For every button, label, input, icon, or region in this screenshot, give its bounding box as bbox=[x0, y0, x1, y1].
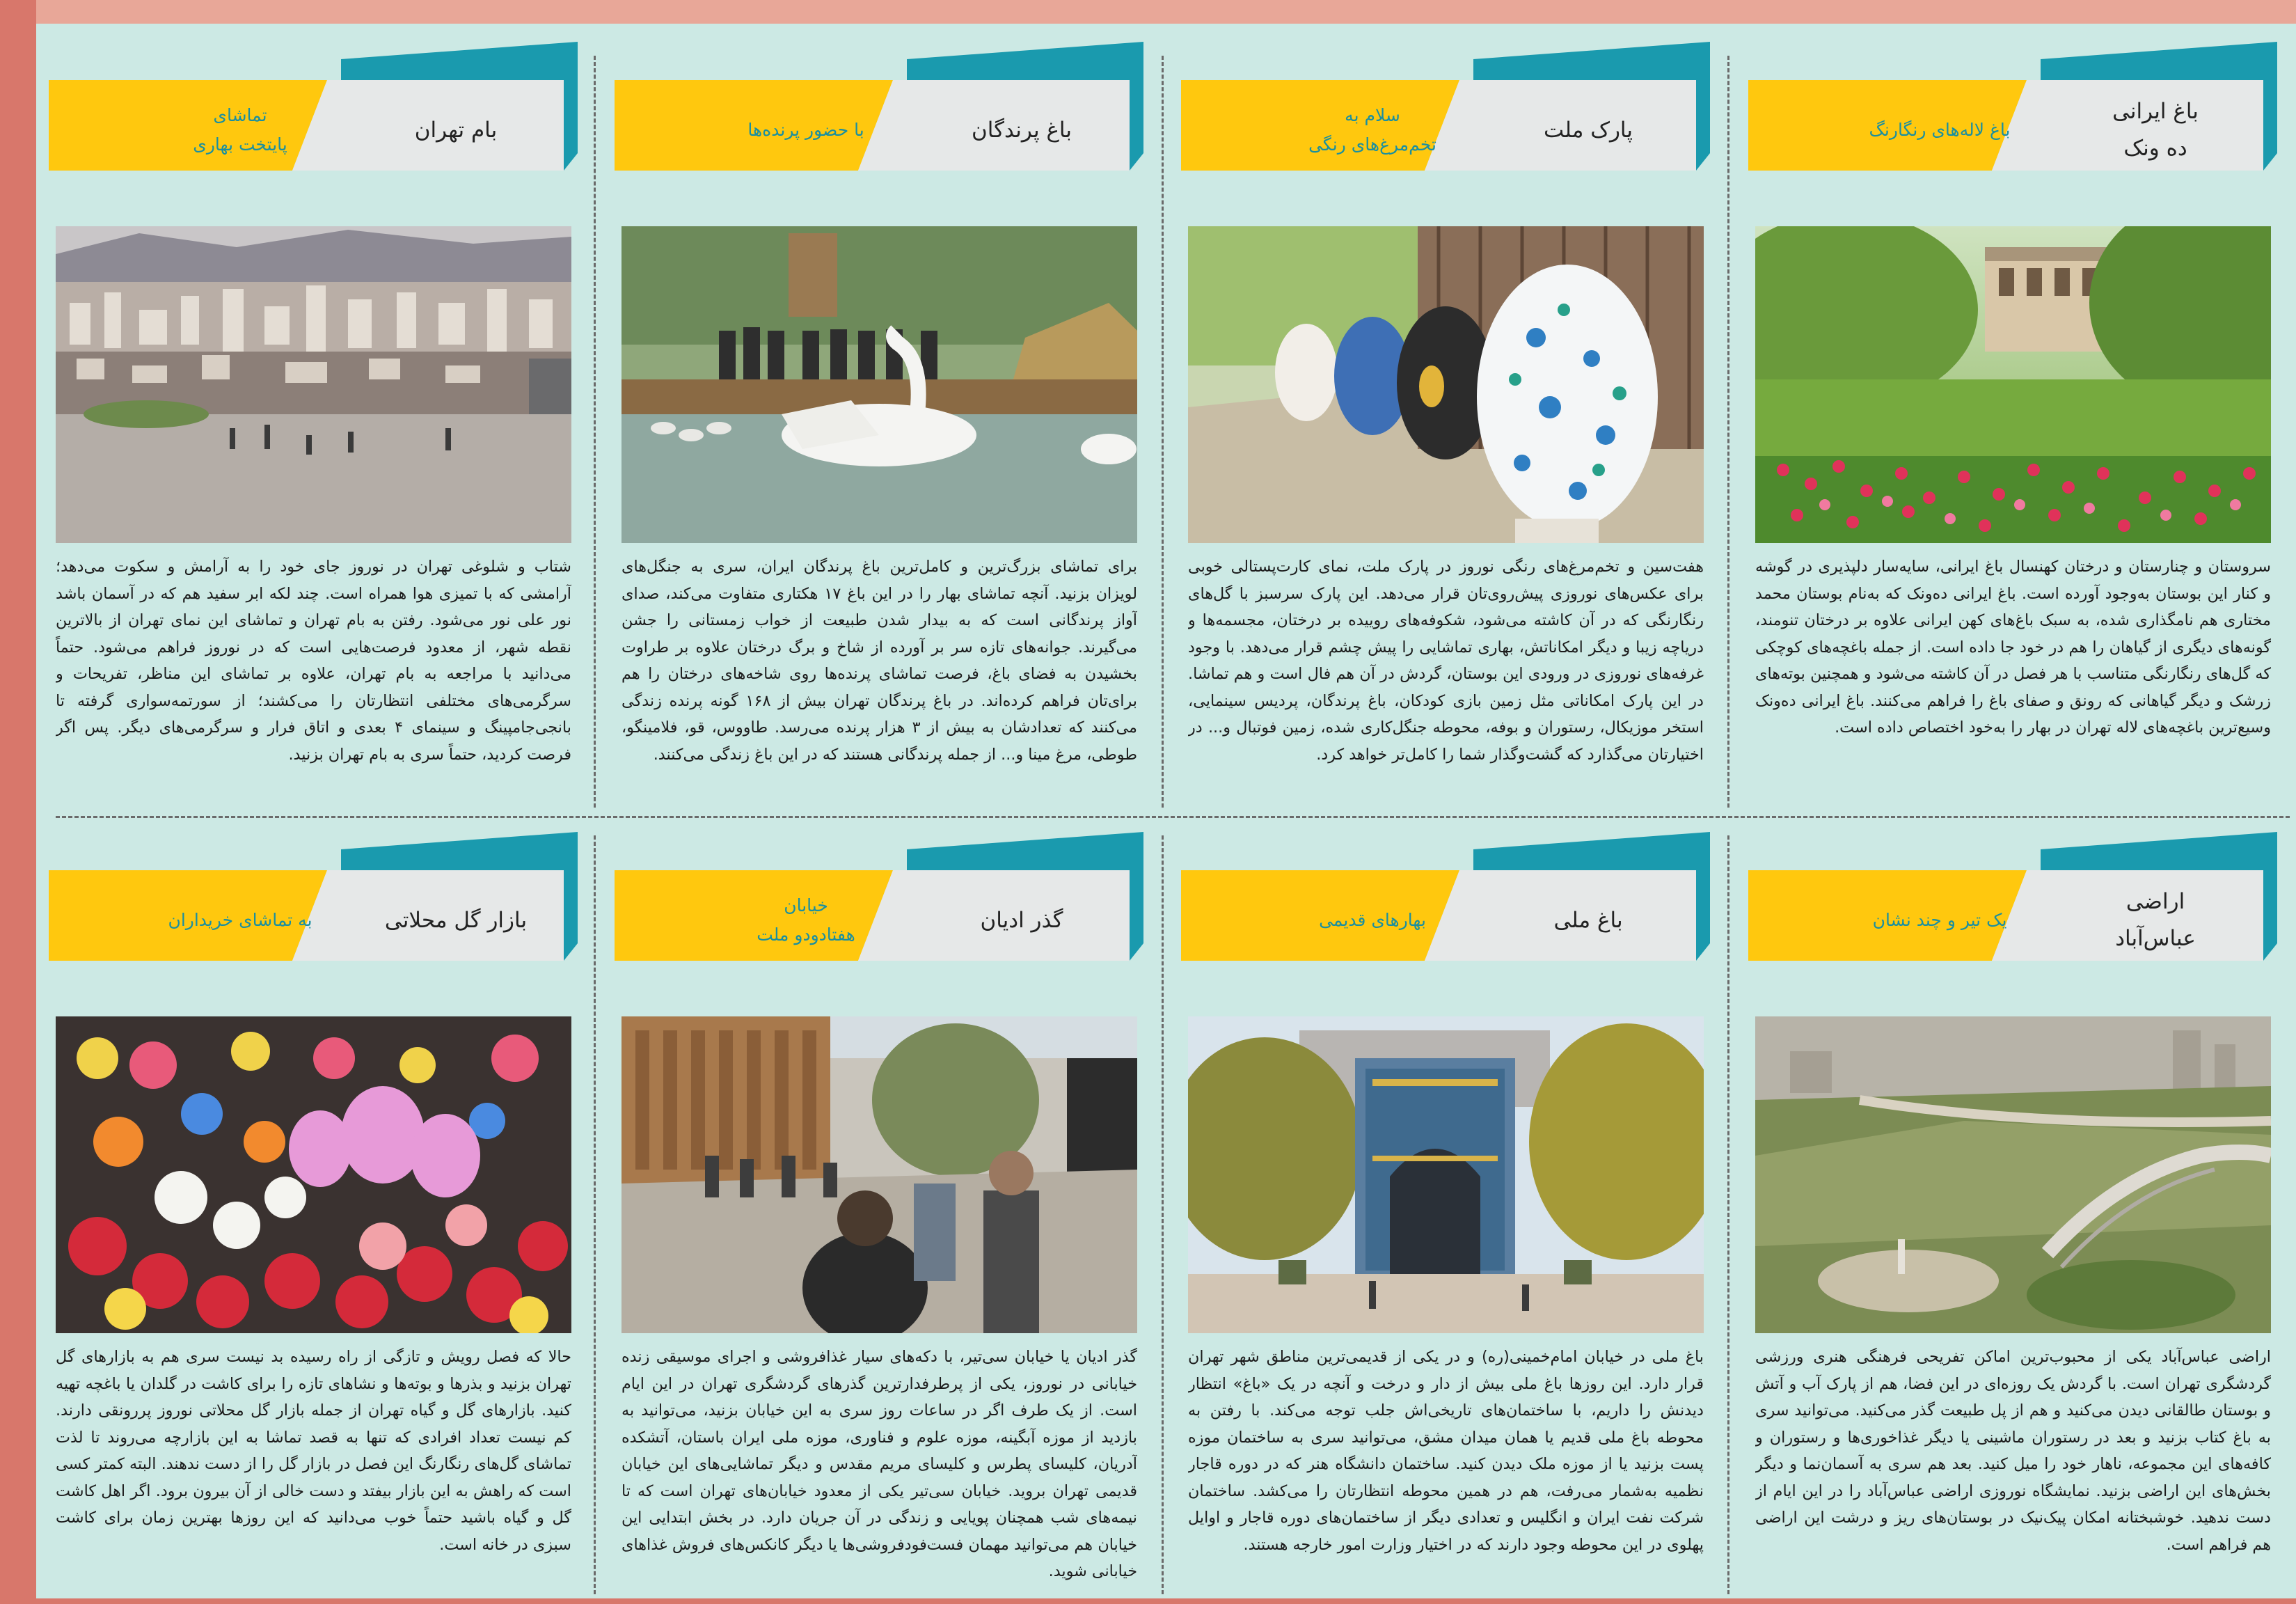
card-header bbox=[1748, 42, 2277, 181]
card-body-text: برای تماشای بزرگ‌ترین و کامل‌ترین باغ پرندگان ایران، سری به جنگل‌های لویزان بزنید. آنچه تماشای بهار را در این باغ ۱۷ هکتاری متفاوت می‌کند، صدای آواز پرندگانی است که به بیدار شدن طبیعت از خواب زمستانی را جشن می‌گیرند. جوانه‌های تازه سر بر آورده از شاخ و برگ درختان علاوه بر طراوت بخشیدن به فضای باغ، فرصت تماشای پرنده‌ها روی شاخه‌های درختان را هم برای‌تان فراهم کرده‌اند. در باغ پرندگان تهران بیش از ۱۶۸ گونه پرنده زندگی می‌کنند که تعدادشان به بیش از ۳ هزار پرنده می‌رسد. طاووس، قو، فلامینگو، طوطی، مرغ مینا و... از جمله پرندگانی هستند که در این باغ زندگی می‌کنند. bbox=[621, 558, 1137, 764]
card-header bbox=[615, 832, 1143, 971]
card-body-text: اراضی عباس‌آباد یکی از محبوب‌ترین اماکن تفریحی فرهنگی هنری ورزشی گردشگری تهران است. با گردش یک روزه‌ای در این فضا، هم از پارک آب و آتش و بوستان طالقانی دیدن می‌کنید و هم از پل طبیعت گذر می‌کنید. می‌توانید سری به باغ کتاب بزنید و بعد در رستوران ماشینی یا دیگر غذاخوری‌ها و رستوران و کافه‌های این مجموعه، ناهار خود را میل کنید. بعد هم سری به آسمان‌نما و دیگر بخش‌های این اراضی بزنید. نمایشگاه نوروزی اراضی عباس‌آباد را در این ایام از دست ندهید. خوشبختانه امکان پیک‌نیک در بوستان‌های ریز و درشت این اراضی هم فراهم است. bbox=[1755, 1348, 2271, 1554]
photo-persian-garden-tulips bbox=[1755, 226, 2271, 543]
card-header bbox=[49, 832, 578, 971]
card-title: بازار گل محلاتی bbox=[384, 907, 528, 933]
column-divider bbox=[1162, 835, 1164, 1594]
card-baagh-melli bbox=[1181, 832, 1710, 1591]
card-header bbox=[49, 42, 578, 181]
card-body-text: شتاب و شلوغی تهران در نوروز جای خود را به آرامش و سکوت می‌دهد؛ آرامشی که با تمیزی هوا همراه است. چند لکه ابر سفید هم که در آسمان باشد نور علی نور می‌شود. رفتن به بام تهران و تماشای این نمای تهران از بالاترین نقطه شهر، از معدود فرصت‌هایی است که در نوروز فراهم می‌شود. حتماً می‌دانید با مراجعه به بام تهران، علاوه بر تماشای این مناظر، تفریحات و سرگرمی‌های مختلفی انتظارتان را می‌کشند؛ از سورتمه‌سواری گرفته تا بانجی‌جامپینگ و سینمای ۴ بعدی و اتاق فرار و سرگرمی‌های دیگر. پس اگر فرصت کردید، حتماً سری به بام تهران بزنید. bbox=[56, 558, 571, 764]
card-body-text: باغ ملی در خیابان امام‌خمینی(ره) و در یکی از قدیمی‌ترین مناطق شهر تهران قرار دارد. این روزها باغ ملی بیش از دار و درخت و آنچه در یک «باغ» انتظار دیدنش را داریم، با ساختمان‌های تاریخی‌اش جلب توجه می‌کند. با رفتن به محوطه باغ ملی قدیم یا همان میدان مشق، می‌توانید سری به ساختمان موزه پست بزنید یا از موزه ملک دیدن کنید. ساختمان دانشگاه هنر که در دوره قاجار نظمیه به‌شمار می‌رفت، هم در همین محوطه انتظارتان را می‌کشد. ساختمان شرکت نفت ایران و انگلیس و تعدادی دیگر از ساختمان‌های دوره قاجار و اوایل پهلوی در این محوطه وجود دارند که در اختیار وزارت امور خارجه هستند. bbox=[1188, 1348, 1704, 1554]
card-header bbox=[1181, 832, 1710, 971]
card-body-text: حالا که فصل رویش و تازگی از راه رسیده بد نیست سری هم به بازارهای گل تهران بزنید و بذرها و بوته‌ها و نشاهای تازه را برای کاشت در گلدان یا باغچه تهیه کنید. بازارهای گل و گیاه تهران از جمله بازار گل محلاتی نوروز پررونقی دارند. کم نیست تعداد افرادی که تنها به قصد تماشا به این بازارچه می‌روند تا لذت تماشای گل‌های رنگارنگ این فصل در بازار گل را از دست ندهند. البته کمتر کسی است که راهش به این بازار بیفتد و دست خالی از آن بیرون برود. اگر اهل کاشت گل و گیاه باشید حتماً خوب می‌دانید که این روزها بهترین زمان برای کاشت سبزی در خانه است. bbox=[56, 1348, 571, 1554]
card-title: اراضی عباس‌آباد bbox=[2115, 889, 2196, 951]
card-subtitle: باغ لاله‌های رنگارنگ bbox=[1869, 119, 2011, 140]
photo-painted-eggs bbox=[1188, 226, 1704, 543]
photo-tehran-skyline bbox=[56, 226, 571, 543]
card-subtitle: سلام به تخم‌مرغ‌های رنگی bbox=[1308, 104, 1436, 155]
card-subtitle: با حضور پرنده‌ها bbox=[747, 119, 864, 140]
card-baam-tehran bbox=[49, 42, 578, 801]
page-frame-left bbox=[0, 0, 36, 1604]
photo-street-musicians bbox=[621, 1016, 1137, 1333]
card-body-text: گذر ادیان یا خیابان سی‌تیر، با دکه‌های سیار غذافروشی و اجرای موسیقی زنده خیابانی در نوروز، یکی از پرطرفدارترین گذرهای گردشگری تهران در این ایام است. از یک طرف اگر در ساعات روز سری به این خیابان بزنید، می‌توانید به بازدید از موزه آبگینه، موزه علوم و فناوری، موزه ملی ایران باستان، آتشکده آدریان، کلیسای پطرس و کلیسای مریم مقدس و دیگر تماشایی‌های این خیابان قدیمی تهران بروید. خیابان سی‌تیر یکی از معدود خیابان‌های تهران است که تا نیمه‌های شب همچنان پویایی و زندگی در آن جریان دارد. در بخش ابتدایی این خیابان هم می‌توانید مهمان فست‌فودفروشی‌ها یا دیگر کانکس‌های فروش غذاهای خیابانی شوید. bbox=[621, 1348, 1137, 1580]
card-title: پارک ملت bbox=[1544, 117, 1633, 143]
card-subtitle: به تماشای خریداران‌ bbox=[168, 909, 312, 930]
card-flower-market bbox=[49, 832, 578, 1591]
card-body-text: سروستان و چنارستان و درختان کهنسال باغ ایرانی، سایه‌سار دلپذیری در گوشه و کنار این بوستان به‌وجود آورده است. باغ ایرانی ده‌ونک که به‌نام بوستان محمد مختاری هم نامگذاری شده، به سبک باغ‌های کهن ایرانی علاوه بر درختان تنومند، گونه‌های دیگری از گیاهان را هم در خود جا داده است. از جمله باغچه‌های کوچکی که گل‌های رنگارنگی متناسب با هر فصل در آن کاشته می‌شود و همچنین بوته‌های زرشک و دیگر گیاهانی که رونق و صفای باغ را فراهم می‌کنند. باغ ایرانی ده‌ونک وسیع‌ترین باغچه‌های لاله تهران در بهار را به‌خود اختصاص داده است. bbox=[1755, 558, 2271, 737]
photo-nature-bridge bbox=[1755, 1016, 2271, 1333]
card-gozar-adyan bbox=[615, 832, 1143, 1591]
column-divider bbox=[1727, 835, 1729, 1594]
card-body-text: هفت‌سین و تخم‌مرغ‌های رنگی نوروز در پارک ملت، نمای کارت‌پستالی خوبی برای عکس‌های نوروزی پیش‌روی‌تان قرار می‌دهد. این پارک سرسبز با گل‌های رنگارنگی که در آن کاشته می‌شود، شکوفه‌های روییده بر درختان، مجسمه‌ها و دریاچه زیبا و دیگر امکاناتش، بهاری تماشایی را پیش چشم قرار می‌دهد. با وجود غرفه‌های نوروزی در ورودی این بوستان، گردش در آن هم فال است و هم تماشا. در این پارک امکاناتی مثل زمین بازی کودکان، باغ پرندگان، پردیس سینمایی، استخر موزیکال، رستوران و بوفه، محوطه جنگل‌کاری شده، زمین فوتبال و... در اختیارتان می‌گذارد که گشت‌وگذار شما را کامل‌تر خواهد کرد. bbox=[1188, 558, 1704, 764]
card-subtitle: بهارهای قدیمی bbox=[1319, 909, 1426, 930]
card-header bbox=[615, 42, 1143, 181]
row-divider bbox=[56, 816, 2290, 818]
column-divider bbox=[1162, 56, 1164, 808]
column-divider bbox=[1727, 56, 1729, 808]
column-divider bbox=[594, 56, 596, 808]
card-title: باغ پرندگان bbox=[971, 117, 1072, 143]
card-header bbox=[1181, 42, 1710, 181]
photo-flower-bouquets bbox=[56, 1016, 571, 1333]
card-title: بام تهران bbox=[414, 117, 498, 143]
card-title: باغ ملی bbox=[1553, 907, 1623, 933]
page-frame-top bbox=[0, 0, 2296, 26]
photo-swan-bird-garden bbox=[621, 226, 1137, 543]
page-frame-bottom bbox=[0, 1598, 2296, 1604]
card-subtitle: خیابان هفتادودو ملت bbox=[757, 895, 855, 945]
card-subtitle: تماشای پایتخت بهاری bbox=[193, 104, 287, 155]
card-baagh-irani bbox=[1748, 42, 2277, 801]
photo-national-garden-gate bbox=[1188, 1016, 1704, 1333]
card-header bbox=[1748, 832, 2277, 971]
card-subtitle: یک تیر و چند نشان bbox=[1872, 909, 2007, 930]
card-title: باغ ایرانی ده ونک bbox=[2112, 99, 2199, 161]
column-divider bbox=[594, 835, 596, 1594]
card-bird-garden bbox=[615, 42, 1143, 801]
card-abbas-abad bbox=[1748, 832, 2277, 1591]
card-park-mellat bbox=[1181, 42, 1710, 801]
card-title: گذر ادیان bbox=[980, 907, 1063, 933]
